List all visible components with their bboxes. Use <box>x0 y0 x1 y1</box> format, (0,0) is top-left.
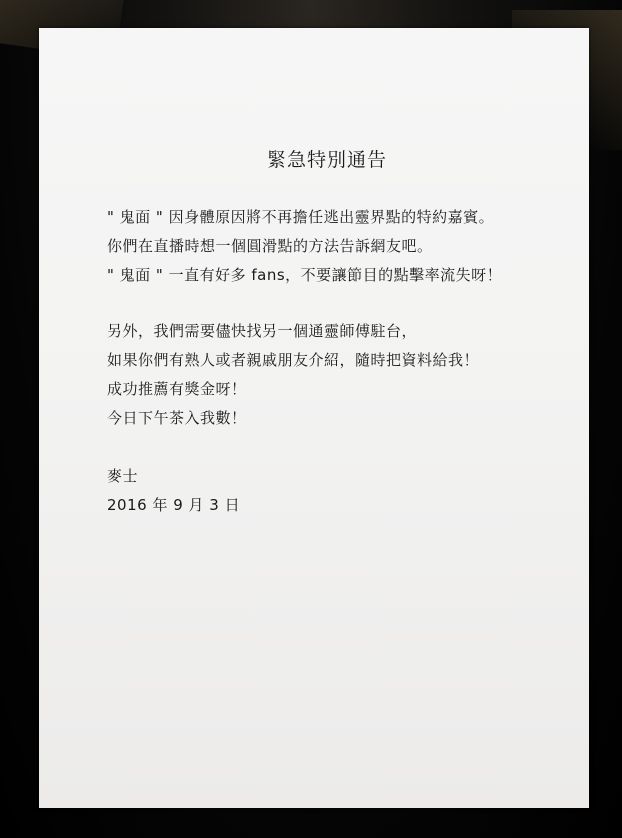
notice-title: 緊急特別通告 <box>266 149 387 171</box>
signature: 麥士 <box>107 467 139 485</box>
notice-body <box>107 203 577 520</box>
paragraph2-line-3: 成功推薦有獎金呀！ <box>107 380 247 398</box>
paragraph-spacer <box>107 433 577 462</box>
paragraph1-line-1: " 鬼面 " 因身體原因將不再擔任逃出靈界點的特約嘉賓。 <box>107 208 495 226</box>
paragraph1-line-2: 你們在直播時想一個圓滑點的方法告訴網友吧。 <box>107 237 433 255</box>
paragraph-spacer <box>107 290 577 317</box>
paragraph1-line-3: " 鬼面 " 一直有好多 fans，不要讓節目的點擊率流失呀！ <box>107 266 503 284</box>
paragraph2-line-2: 如果你們有熟人或者親戚朋友介紹，隨時把資料給我！ <box>107 351 480 369</box>
notice-date: 2016 年 9 月 3 日 <box>107 496 241 514</box>
paragraph2-line-4: 今日下午茶入我數！ <box>107 409 247 427</box>
notice-paper <box>39 28 589 808</box>
paragraph2-line-1: 另外，我們需要儘快找另一個通靈師傅駐台， <box>107 322 418 340</box>
